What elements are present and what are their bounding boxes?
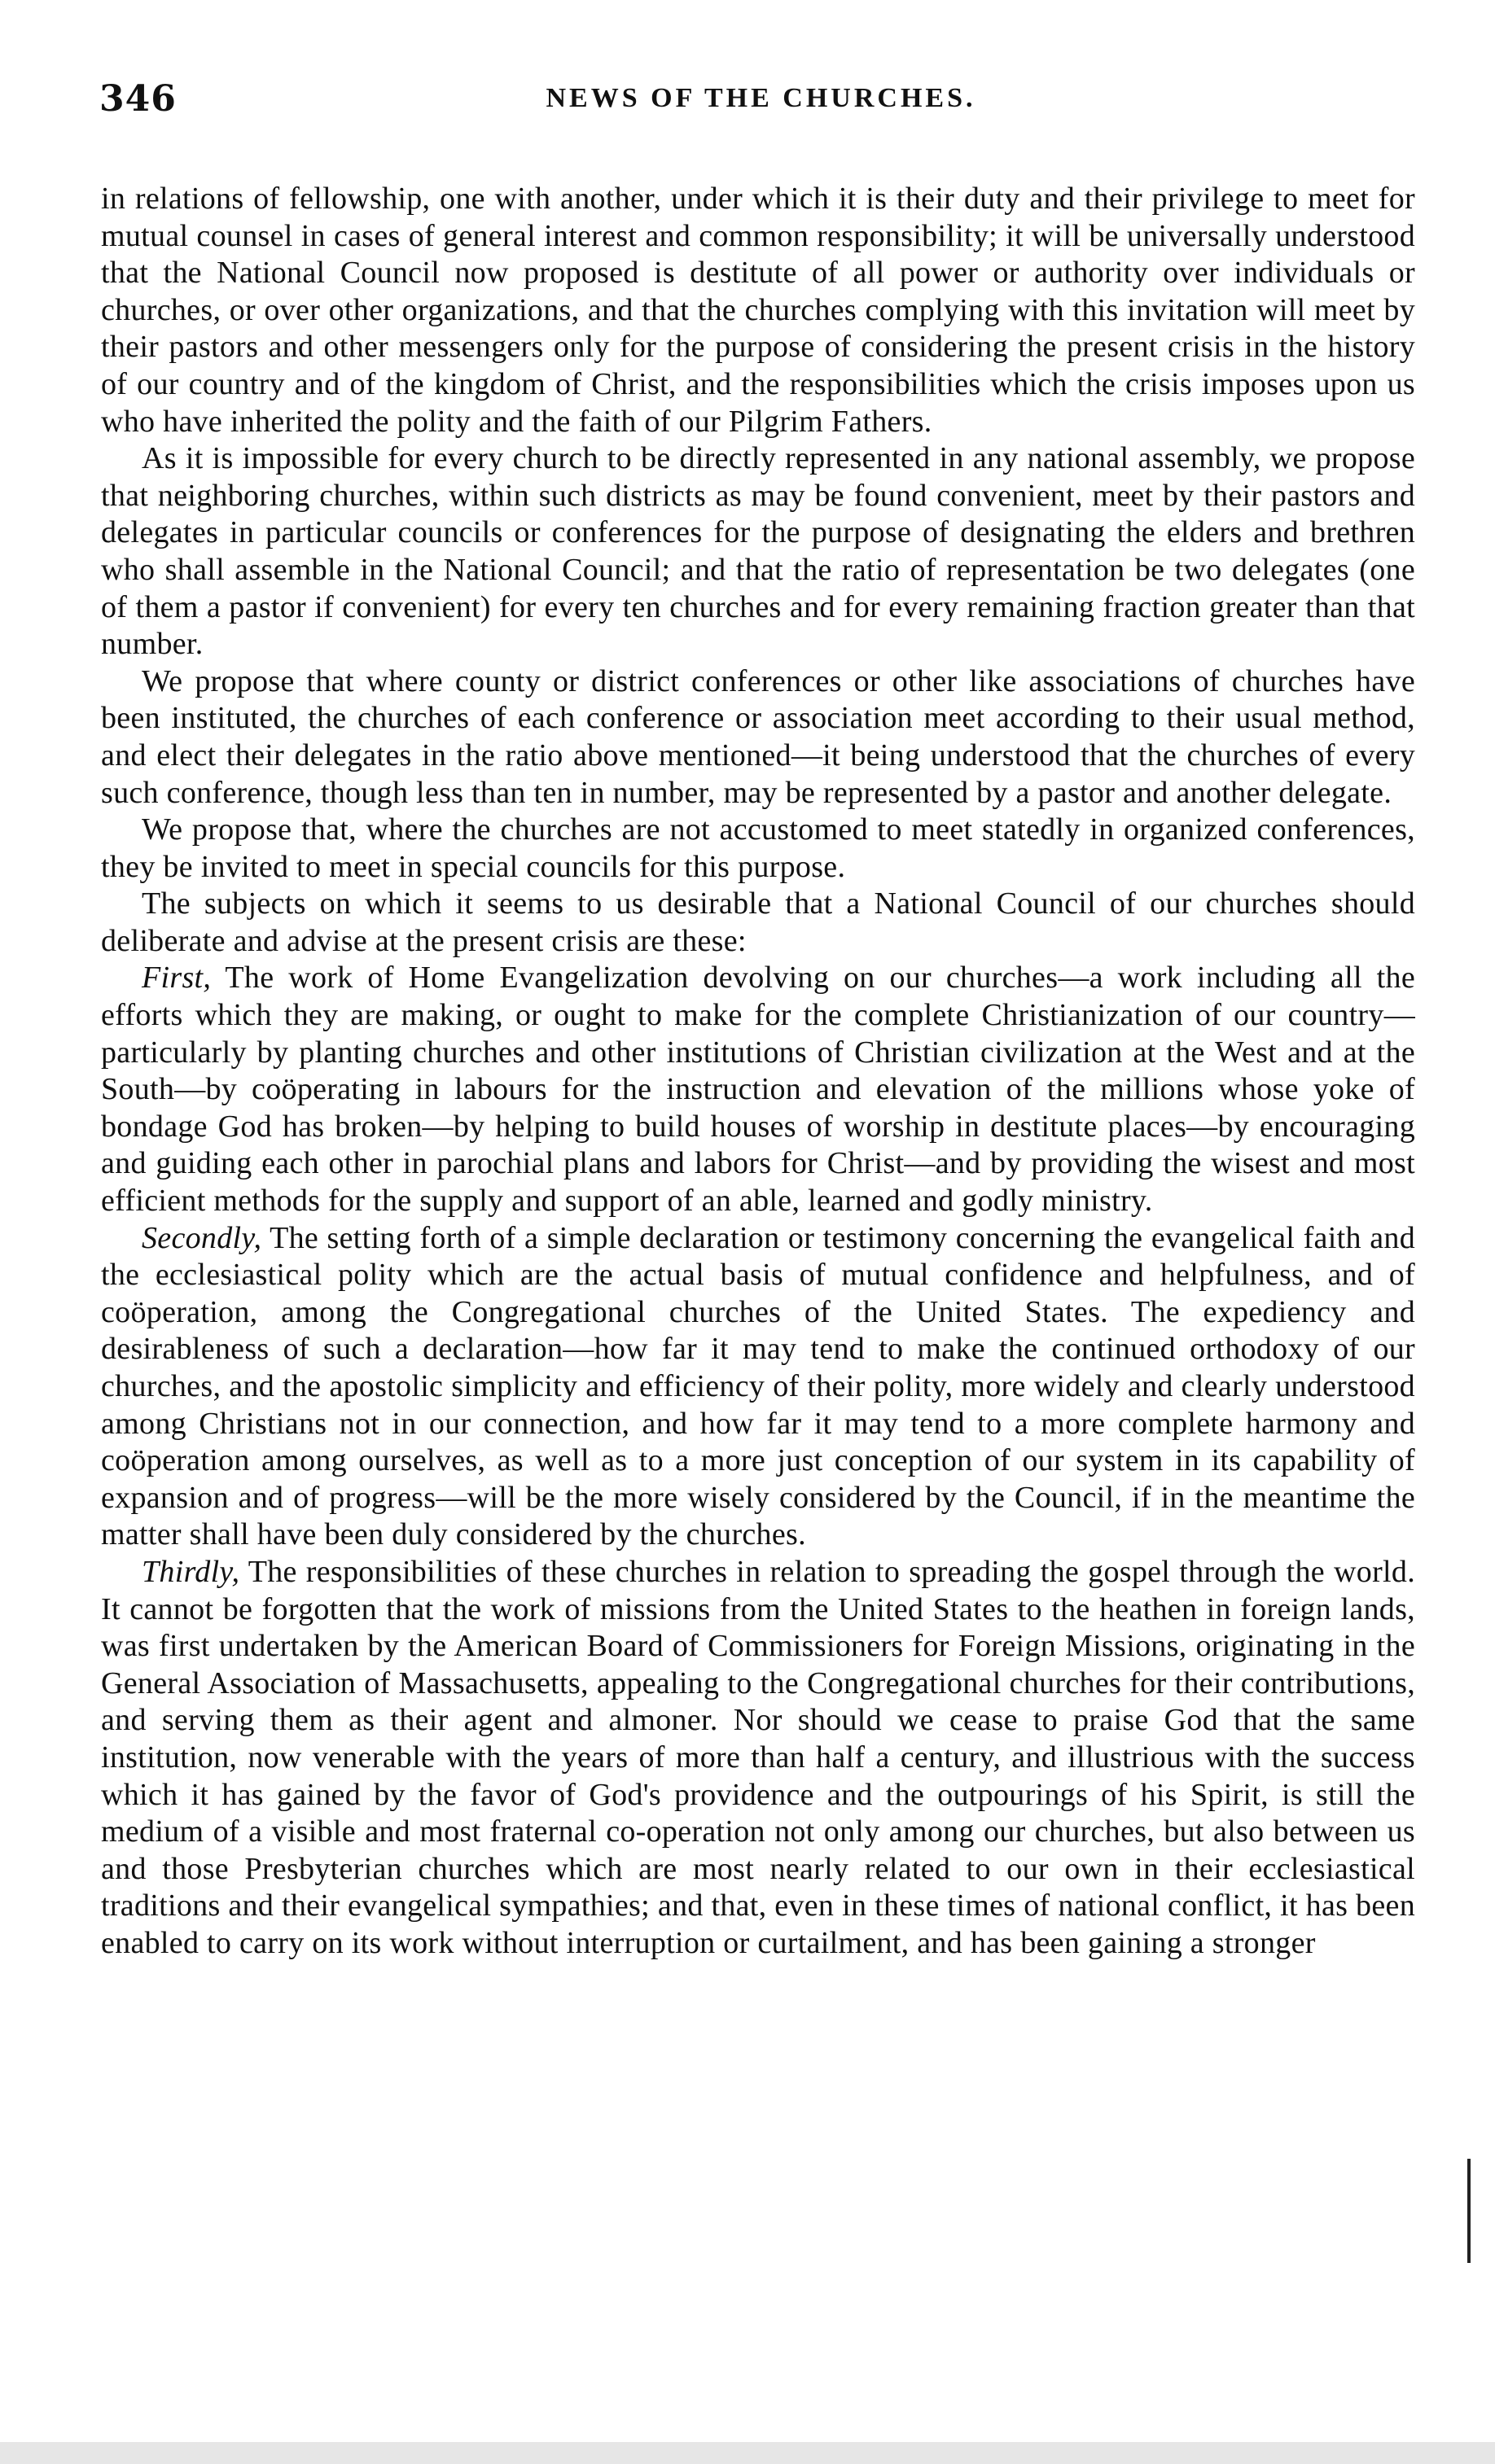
paragraph-conferences: [101, 663, 1415, 812]
paragraph-text: The subjects on which it seems to us desirable that a National Council of our churches should deliberate and advise at the present crisis are these:: [101, 886, 1415, 958]
paragraph-secondly: [101, 1220, 1415, 1554]
paragraph-text: The responsibilities of these churches in relation to spreading the gospel through the world. It cannot be forgotten that the work of missions from the United States to the heathen in foreign lands, was first undertaken by the American Board of Commissioners for Foreign Missions, originating in the General Association of Massachusetts, appealing to the Congregational churches for their contributions, and serving them as their agent and almoner. Nor should we cease to praise God that the same institution, now venerable with the years of more than half a century, and illustrious with the success which it has gained by the favor of God's providence and the outpourings of his Spirit, is still the medium of a visible and most fraternal co-operation not only among our churches, but also between us and those Presbyterian churches which are most nearly related to our own in their ecclesiastical traditions and their evangelical sympathies; and that, even in these times of national conflict, it has been enabled to carry on its work without interruption or curtailment, and has been gaining a stronger: [101, 1554, 1415, 1960]
paragraph-text: As it is impossible for every church to be directly represented in any national assembly, we propose that neighboring churches, within such districts as may be found convenient, meet by their pastors and delegates in particular councils or conferences for the purpose of designating the elders and brethren who shall assemble in the National Council; and that the ratio of representation be two delegates (one of them a pastor if convenient) for every ten churches and for every remaining fraction greater than that number.: [101, 441, 1415, 662]
paragraph-text: We propose that where county or district conferences or other like associations of churches have been instituted, the churches of each conference or association meet according to their usual method, and elect their delegates in the ratio above mentioned—it being understood that the churches of every such conference, though less than ten in number, may be represented by a pastor and another delegate.: [101, 663, 1415, 810]
paragraph-fellowship: [101, 181, 1415, 440]
paragraph-lead: Secondly,: [142, 1220, 262, 1255]
paragraph-lead: First,: [142, 961, 212, 996]
paragraph-lead: Thirdly,: [142, 1554, 240, 1589]
paragraph-text: The setting forth of a simple declaration or testimony concerning the evangelical faith and the ecclesiastical polity which are the actual basis of mutual confidence and helpfulness, and of coöperation, among the Congregational churches of the United States. The expediency and desirableness of such a declaration—how far it may tend to make the continued orthodoxy of our churches, and the apostolic simplicity and efficiency of their polity, more widely and clearly understood among Christians not in our connection, and how far it may tend to a more complete harmony and coöperation among ourselves, as well as to a more just conception of our system in its capability of expansion and of progress—will be the more wisely considered by the Council, if in the meantime the matter shall have been duly considered by the churches.: [101, 1220, 1415, 1552]
paragraph-text: The work of Home Evangelization devolving on our churches—a work including all the efforts which they are making, or ought to make for the complete Christianization of our country—particularly by planting churches and other institutions of Christian civilization at the West and at the South—by coöperating in labours for the instruction and elevation of the millions whose yoke of bondage God has broken—by helping to build houses of worship in destitute places—by encouraging and guiding each other in parochial plans and labors for Christ—and by providing the wisest and most efficient methods for the supply and support of an able, learned and godly ministry.: [101, 961, 1415, 1219]
paragraph-subjects: [101, 886, 1415, 960]
paragraph-thirdly: [101, 1554, 1415, 1963]
paragraph-text: We propose that, where the churches are not accustomed to meet statedly in organized conferences, they be invited to meet in special councils for this purpose.: [101, 812, 1415, 884]
scan-bottom-edge: [0, 2442, 1495, 2464]
paragraph-special-councils: [101, 812, 1415, 886]
page-number: 346: [99, 78, 177, 120]
paragraph-text: in relations of fellowship, one with another, under which it is their duty and their privilege to meet for mutual counsel in cases of general interest and common responsibility; it will be universally understood that the National Council now proposed is destitute of all power or authority over individuals or churches, or over other organizations, and that the churches complying with this invitation will meet by their pastors and other messengers only for the purpose of considering the present crisis in the history of our country and of the kingdom of Christ, and the responsibilities which the crisis imposes upon us who have inherited the polity and the faith of our Pilgrim Fathers.: [101, 182, 1415, 439]
paragraph-representation: [101, 440, 1415, 663]
margin-mark: [1467, 2159, 1471, 2263]
body-text: [101, 181, 1415, 1963]
page-header: [99, 78, 1423, 135]
paragraph-first: [101, 960, 1415, 1219]
running-title: NEWS OF THE CHURCHES.: [546, 83, 976, 113]
